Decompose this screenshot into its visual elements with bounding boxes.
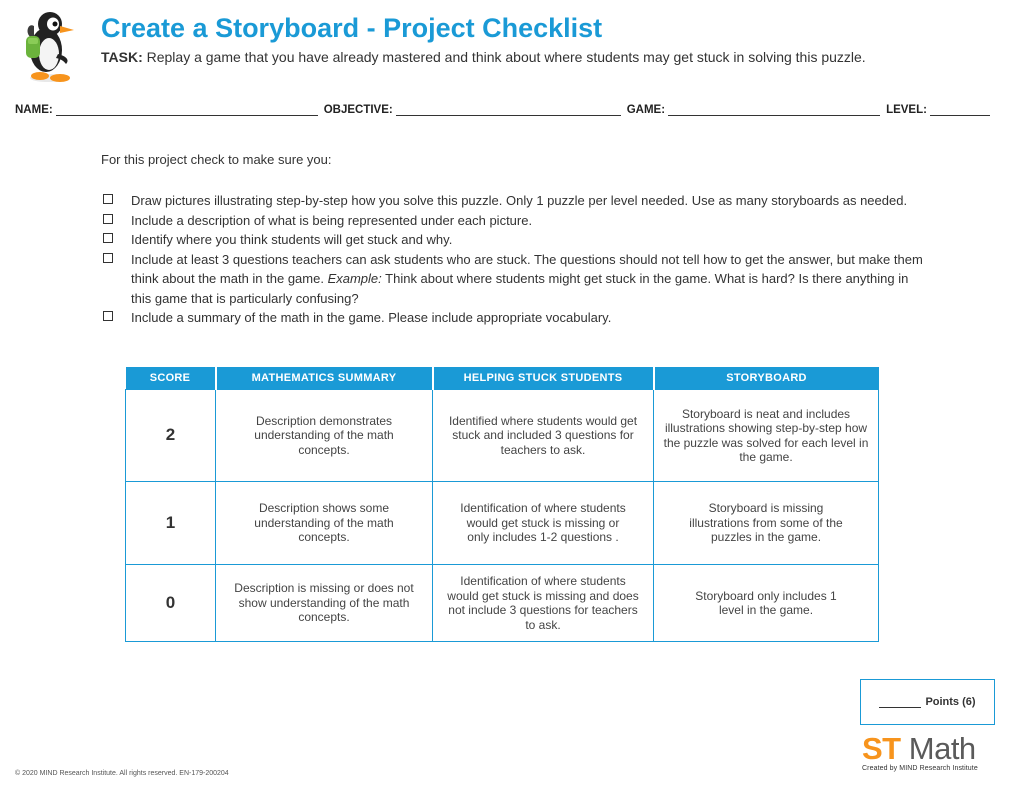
table-header-row bbox=[126, 367, 879, 390]
storyboard-cell: Storyboard only includes 1 level in the game. bbox=[654, 565, 879, 642]
math-summary-cell: Description demonstrates understanding of the math concepts. bbox=[216, 390, 433, 482]
checklist-intro: For this project check to make sure you: bbox=[101, 152, 332, 167]
table-row bbox=[126, 482, 879, 565]
checklist-item bbox=[102, 308, 932, 328]
storyboard-cell: Storyboard is neat and includes illustrations showing step-by-step how the puzzle was solved for each level in the game. bbox=[654, 390, 879, 482]
column-header-storyboard: STORYBOARD bbox=[654, 367, 879, 390]
checkbox-icon[interactable] bbox=[103, 311, 113, 321]
column-header-math-summary: MATHEMATICS SUMMARY bbox=[216, 367, 433, 390]
name-field[interactable] bbox=[56, 104, 318, 116]
level-label: LEVEL: bbox=[886, 104, 927, 116]
checklist-item-text: Include a summary of the math in the game. Please include appropriate vocabulary. bbox=[131, 310, 612, 325]
points-label: Points (6) bbox=[925, 696, 976, 708]
storyboard-cell: Storyboard is missing illustrations from some of the puzzles in the game. bbox=[654, 482, 879, 565]
level-field[interactable] bbox=[930, 104, 990, 116]
score-cell: 2 bbox=[126, 390, 216, 482]
copyright-footer: © 2020 MIND Research Institute. All rights reserved. EN-179-200204 bbox=[15, 770, 229, 777]
points-field[interactable] bbox=[879, 696, 921, 708]
checklist-item bbox=[102, 191, 932, 211]
table-row bbox=[126, 390, 879, 482]
checkbox-icon[interactable] bbox=[103, 214, 113, 224]
logo-tagline: Created by MIND Research Institute bbox=[862, 765, 978, 772]
math-summary-cell: Description is missing or does not show understanding of the math concepts. bbox=[216, 565, 433, 642]
checklist-item bbox=[102, 230, 932, 250]
game-label: GAME: bbox=[626, 104, 666, 116]
stuck-students-cell: Identification of where students would get stuck is missing or only includes 1-2 questions . bbox=[433, 482, 654, 565]
table-row bbox=[126, 565, 879, 642]
checkbox-icon[interactable] bbox=[103, 233, 113, 243]
checklist-item-text: Include a description of what is being represented under each picture. bbox=[131, 212, 533, 228]
checkbox-icon[interactable] bbox=[103, 194, 113, 204]
stuck-students-cell: Identified where students would get stuck and included 3 questions for teachers to ask. bbox=[433, 390, 654, 482]
checklist-item-text-cont: Think about where students might get stuck in the game. What is hard? Is there anything in this game that is particularly confusing? bbox=[131, 271, 909, 306]
name-label: NAME: bbox=[15, 104, 53, 116]
logo-math: Math bbox=[908, 731, 976, 766]
checklist-item-text: Include at least 3 questions teachers can ask students who are stuck. The questions should not tell how to get the answer, but make them think about the math in the game. bbox=[131, 251, 923, 286]
penguin-mascot-icon bbox=[18, 8, 82, 84]
example-label: Example: bbox=[327, 271, 382, 286]
checklist-item-text: Identify where you think students will get stuck and why. bbox=[131, 232, 453, 247]
scoring-rubric-table bbox=[125, 367, 879, 642]
project-checklist bbox=[102, 191, 932, 328]
checkbox-icon[interactable] bbox=[103, 253, 113, 263]
game-field[interactable] bbox=[668, 104, 880, 116]
math-summary-cell: Description shows some understanding of the math concepts. bbox=[216, 482, 433, 565]
logo-mark bbox=[862, 733, 996, 765]
stuck-students-cell: Identification of where students would get stuck is missing and does not include 3 questions for teachers to ask. bbox=[433, 565, 654, 642]
student-info-fields bbox=[15, 104, 993, 116]
checklist-item-text: Draw pictures illustrating step-by-step how you solve this puzzle. Only 1 puzzle per level needed. Use as many storyboards as needed. bbox=[131, 193, 908, 208]
objective-label: OBJECTIVE: bbox=[323, 104, 393, 116]
points-box bbox=[860, 679, 995, 725]
objective-field[interactable] bbox=[396, 104, 621, 116]
logo-st: ST bbox=[862, 731, 901, 766]
score-cell: 0 bbox=[126, 565, 216, 642]
page-title: Create a Storyboard - Project Checklist bbox=[101, 13, 603, 43]
column-header-score: SCORE bbox=[126, 367, 216, 390]
checklist-item bbox=[102, 250, 932, 309]
task-label: TASK: bbox=[101, 49, 143, 65]
column-header-stuck-students: HELPING STUCK STUDENTS bbox=[433, 367, 654, 390]
checklist-item bbox=[102, 211, 932, 231]
st-math-logo bbox=[862, 733, 996, 772]
task-text: Replay a game that you have already mastered and think about where students may get stuck in solving this puzzle. bbox=[142, 49, 866, 65]
score-cell: 1 bbox=[126, 482, 216, 565]
task-description bbox=[101, 49, 866, 65]
